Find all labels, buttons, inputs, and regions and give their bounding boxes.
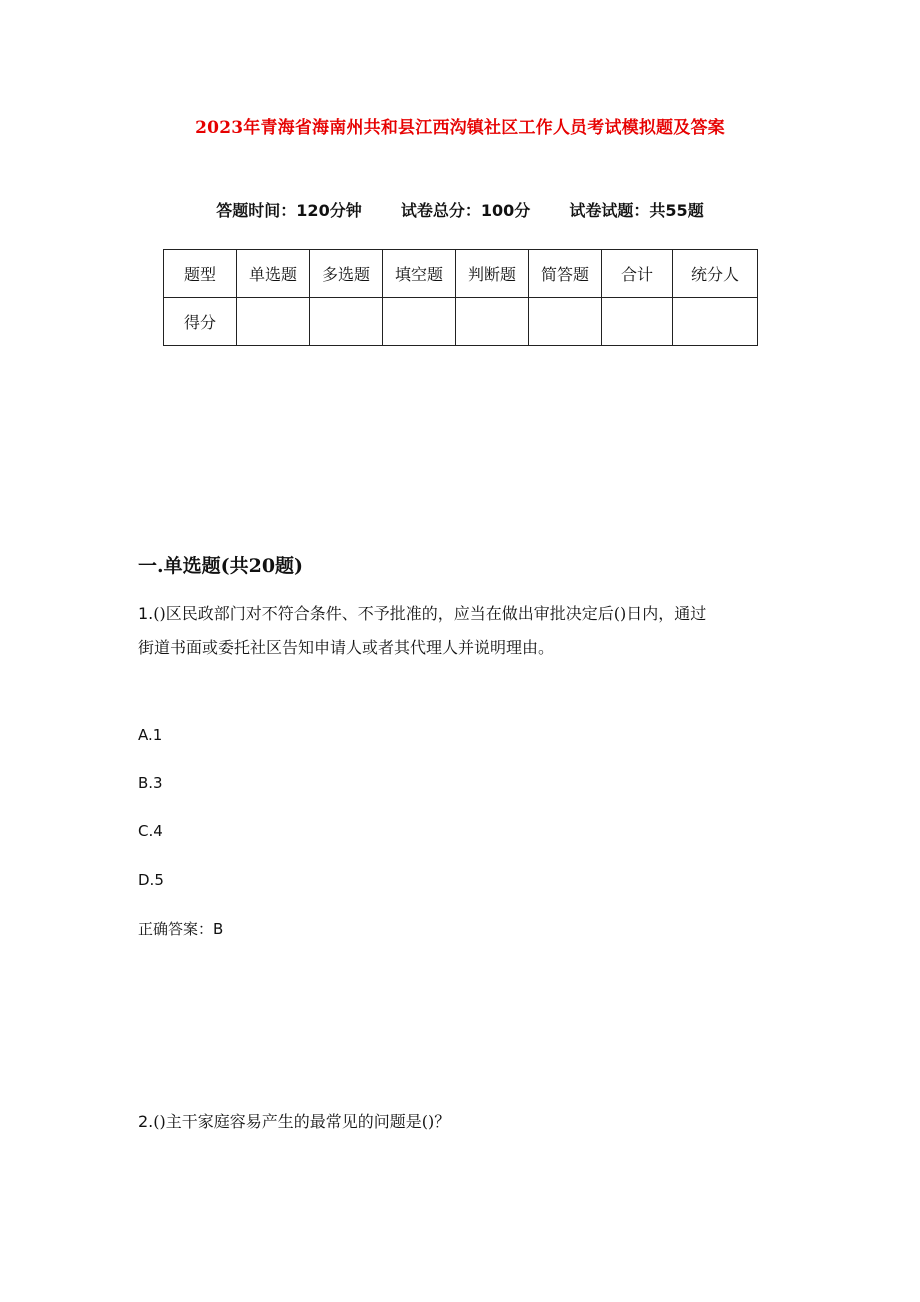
section-heading: 一.单选题(共20题) — [138, 555, 304, 577]
score-cell — [456, 298, 529, 346]
score-table-header: 单选题 — [237, 250, 310, 298]
question-number: 1. — [138, 604, 154, 623]
exam-total-score: 试卷总分：100分 — [400, 201, 531, 220]
score-table-header: 统分人 — [673, 250, 758, 298]
score-cell — [529, 298, 602, 346]
score-cell — [310, 298, 383, 346]
option-b: B.3 — [138, 774, 163, 792]
score-table-header: 多选题 — [310, 250, 383, 298]
score-cell — [602, 298, 673, 346]
score-table-header: 简答题 — [529, 250, 602, 298]
score-table — [163, 249, 758, 346]
exam-total-questions: 试卷试题：共55题 — [569, 201, 704, 220]
score-table-score-row — [164, 298, 758, 346]
exam-time: 答题时间：120分钟 — [216, 201, 362, 220]
score-cell — [673, 298, 758, 346]
answer-value: B — [213, 920, 224, 938]
score-table-header: 合计 — [602, 250, 673, 298]
question-number: 2. — [138, 1112, 154, 1131]
option-a: A.1 — [138, 726, 163, 744]
question-1-text — [138, 597, 798, 665]
score-table-header: 判断题 — [456, 250, 529, 298]
score-cell — [237, 298, 310, 346]
answer-label: 正确答案： — [138, 920, 214, 938]
score-row-label: 得分 — [164, 298, 237, 346]
option-c: C.4 — [138, 822, 163, 840]
document-title: 2023年青海省海南州共和县江西沟镇社区工作人员考试模拟题及答案 — [195, 118, 725, 138]
question-2-text — [138, 1105, 798, 1139]
question-text-line: ()主干家庭容易产生的最常见的问题是()？ — [153, 1112, 451, 1131]
score-table-header-row — [164, 250, 758, 298]
question-text-line: 街道书面或委托社区告知申请人或者其代理人并说明理由。 — [138, 638, 555, 657]
score-table-header: 填空题 — [383, 250, 456, 298]
score-table-header: 题型 — [164, 250, 237, 298]
option-d: D.5 — [138, 871, 164, 889]
question-text-line: ()区民政部门对不符合条件、不予批准的，应当在做出审批决定后()日内，通过 — [153, 604, 707, 623]
answer-line — [138, 918, 223, 939]
score-cell — [383, 298, 456, 346]
exam-meta — [0, 198, 920, 221]
